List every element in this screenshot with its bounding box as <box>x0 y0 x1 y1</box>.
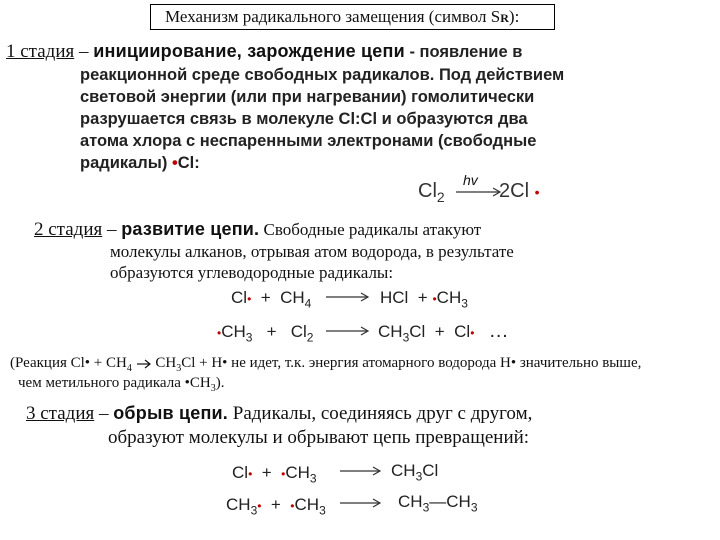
eq3-dot-2: • <box>470 326 475 340</box>
stage1-line-5-text: радикалы) <box>80 154 172 172</box>
stage3-lead: Радикалы, соединяясь друг с другом, <box>228 403 533 424</box>
eq5-prod-ch: CH <box>398 492 423 511</box>
eq2-hcl: HCl <box>380 288 409 307</box>
eq2-reactants <box>231 288 311 310</box>
stage2-title: развитие цепи. <box>121 219 260 239</box>
note-arrow-icon <box>136 359 152 369</box>
chlorine-radical: Cl: <box>177 154 200 172</box>
eq2-products <box>380 288 468 310</box>
eq5-ch-b: CH <box>294 495 320 514</box>
stage2-heading <box>34 218 481 241</box>
eq2-dot-2: • <box>432 292 437 306</box>
note-a: (Реакция Cl• + CH <box>10 355 127 371</box>
eq4-dot-2: • <box>281 467 286 481</box>
eq3-plus-2: + <box>434 322 445 341</box>
stage1-label: 1 стадия <box>6 41 75 62</box>
eq5-plus: + <box>270 495 281 514</box>
eq2-ch4-sub: 4 <box>304 296 312 311</box>
stage1-line-1: реакционной среде свободных радикалов. Под действием <box>80 66 565 84</box>
eq4-ch: CH <box>285 463 310 482</box>
eq4-reactants <box>232 463 317 485</box>
stage1-line-5 <box>80 152 564 174</box>
eq4-product <box>391 461 438 483</box>
note-d: чем метильного радикала •CH <box>18 375 211 391</box>
stage1-lead: - появление в <box>404 43 523 61</box>
eq4-prod-cl: Cl <box>422 461 439 480</box>
note-b-sub: 3 <box>176 363 182 374</box>
stage1-body <box>80 64 564 174</box>
stage2-label: 2 стадия <box>34 219 103 240</box>
eq4-arrow-icon <box>339 465 385 477</box>
eq1-arrow-icon <box>455 186 505 198</box>
eq5-ch: CH <box>226 495 251 514</box>
eq4-cl: Cl <box>232 463 249 482</box>
eq3-products <box>378 320 509 344</box>
eq5-ch3-sub: 3 <box>250 503 258 518</box>
eq3-prod-cl: Cl <box>409 322 426 341</box>
stage3-dash: – <box>94 403 114 424</box>
eq5-prod-sub: 3 <box>422 500 430 515</box>
eq3-ellipsis: … <box>488 320 509 342</box>
stage3-body: образуют молекулы и обрывают цепь превращений: <box>108 427 530 448</box>
eq3-cl-radical: Cl <box>454 322 471 341</box>
stage3-title: обрыв цепи. <box>113 403 228 423</box>
eq5-reactants <box>226 495 326 517</box>
eq5-prod2-ch: CH <box>446 492 471 511</box>
title-end: ): <box>508 7 520 26</box>
eq3-reactants <box>217 322 313 344</box>
stage3-label: 3 стадия <box>26 403 95 424</box>
stage2-line-1: молекулы алканов, отрывая атом водорода, в результате <box>110 242 514 261</box>
stage1-title: инициирование, зарождение цепи <box>93 41 405 61</box>
stage2-dash: – <box>102 219 122 240</box>
eq5-product <box>398 492 478 514</box>
eq3-prod-ch: CH <box>378 322 403 341</box>
note-c: Cl + H• не идет, т.к. энергия атомарного водорода H• значительно выше, <box>181 355 642 371</box>
eq1-lhs <box>418 180 445 205</box>
eq3-cl2-sub: 2 <box>306 330 314 345</box>
stage1-line-2: световой энергии (или при нагревании) гомолитически <box>80 88 535 106</box>
eq5-arrow-icon <box>339 497 385 509</box>
title-subscript: R <box>500 11 509 25</box>
eq2-plus: + <box>260 288 271 307</box>
eq3-arrow-icon <box>325 325 373 337</box>
stage1-heading <box>6 40 522 63</box>
note-e: ). <box>215 375 225 391</box>
eq5-prod2-sub: 3 <box>470 500 478 515</box>
eq3-plus: + <box>266 322 277 341</box>
eq2-plus-2: + <box>417 288 428 307</box>
stage3-heading <box>26 402 532 425</box>
slide-title <box>150 4 555 30</box>
eq4-plus: + <box>261 463 272 482</box>
eq2-ch3: CH <box>436 288 462 307</box>
eq1-cl: Cl <box>418 180 437 202</box>
eq5-bond: — <box>429 492 447 511</box>
note-b: CH <box>151 355 177 371</box>
eq1-dot: • <box>534 184 540 200</box>
eq2-arrow-icon <box>325 291 373 303</box>
note-line-2 <box>18 373 224 399</box>
eq3-ch: CH <box>221 322 246 341</box>
note-a-sub: 4 <box>126 363 132 374</box>
eq2-ch3-sub: 3 <box>461 296 468 311</box>
stage1-line-4: атома хлора с неспаренными электронами (свободные <box>80 132 537 150</box>
eq1-condition: hv <box>463 172 478 188</box>
eq2-cl: Cl <box>231 288 248 307</box>
stage2-body <box>110 241 514 283</box>
eq4-prod-sub: 3 <box>415 469 423 484</box>
eq3-dot: • <box>217 326 222 340</box>
eq3-cl: Cl <box>290 322 307 341</box>
eq2-ch: CH <box>280 288 305 307</box>
eq3-ch3-sub: 3 <box>245 330 253 345</box>
eq3-prod-sub: 3 <box>402 330 410 345</box>
stage1-dash: – <box>74 41 94 62</box>
eq5-dot: • <box>257 499 262 513</box>
note-d-sub: 3 <box>210 383 216 394</box>
title-text: Механизм радикального замещения (символ S <box>165 7 501 26</box>
radical-dot: • <box>171 154 178 172</box>
eq5-ch3b-sub: 3 <box>319 503 326 518</box>
eq1-sub: 2 <box>436 189 445 205</box>
eq1-2cl: 2Cl <box>499 180 530 202</box>
eq4-prod-ch: CH <box>391 461 416 480</box>
eq4-dot: • <box>248 467 253 481</box>
eq4-ch3-sub: 3 <box>309 471 317 486</box>
eq2-dot: • <box>247 292 252 306</box>
stage2-line-2: образуются углеводородные радикалы: <box>110 263 394 282</box>
eq1-rhs <box>499 180 539 203</box>
eq5-dot-2: • <box>290 499 295 513</box>
stage1-line-3: разрушается связь в молекуле Cl:Cl и образуются два <box>80 110 528 128</box>
stage2-lead: Свободные радикалы атакуют <box>259 220 482 239</box>
